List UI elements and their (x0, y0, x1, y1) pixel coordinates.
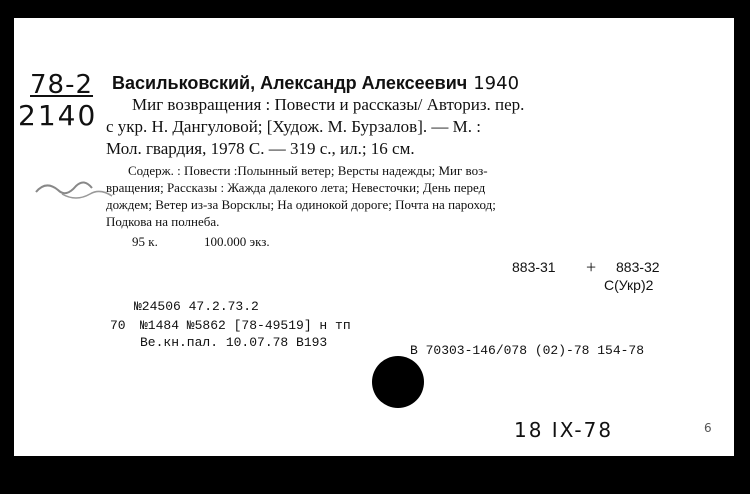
record-line-2-prefix: 70 (110, 318, 126, 333)
title-line-3: Мол. гвардия, 1978 С. — 319 с., ил.; 16 см. (106, 139, 415, 158)
handwritten-number: 2140 (18, 99, 98, 132)
ink-smudge-mark (32, 172, 116, 210)
class-plus: + (586, 257, 597, 277)
class-left: 883-31 (512, 259, 556, 275)
author-heading (112, 74, 519, 93)
author-name: Васильковский, Александр Алексеевич (112, 73, 468, 93)
punch-hole (372, 356, 424, 408)
index-line: В 70303-146/078 (02)-78 154-78 (410, 343, 645, 358)
title-line-1: Миг возвращения : Повести и рассказы/ Авториз. пер. (132, 95, 525, 114)
catalog-card (14, 18, 734, 456)
contents-line-4: Подкова на полнеба. (106, 214, 220, 229)
print-run: 100.000 экз. (204, 234, 270, 249)
record-line-2: №1484 №5862 [78-49519] н тп (140, 318, 351, 333)
contents-line-2: вращения; Рассказы : Жажда далекого лета; Невесточки; День перед (106, 180, 486, 195)
price: 95 к. (132, 234, 158, 249)
record-line-1: №24506 47.2.73.2 (134, 299, 259, 314)
contents-line-3: дождем; Ветер из-за Ворсклы; На одинокой дороге; Почта на пароход; (106, 197, 496, 212)
handwritten-corner-mark: 6 (704, 421, 712, 435)
handwritten-date-stamp: 18 IX-78 (514, 418, 614, 442)
class-right: 883-32 (616, 259, 660, 275)
author-year: 1940 (473, 73, 520, 94)
record-line-3: Ве.кн.пал. 10.07.78 В193 (140, 335, 328, 350)
title-line-2: с укр. Н. Дангуловой; [Худож. М. Бурзалов]. — М. : (106, 117, 481, 136)
class-code: С(Укр)2 (604, 277, 654, 293)
contents-line-1: Содерж. : Повести :Полынный ветер; Версты надежды; Миг воз- (128, 163, 488, 178)
handwritten-shelfmark: 78-2 (30, 70, 94, 100)
